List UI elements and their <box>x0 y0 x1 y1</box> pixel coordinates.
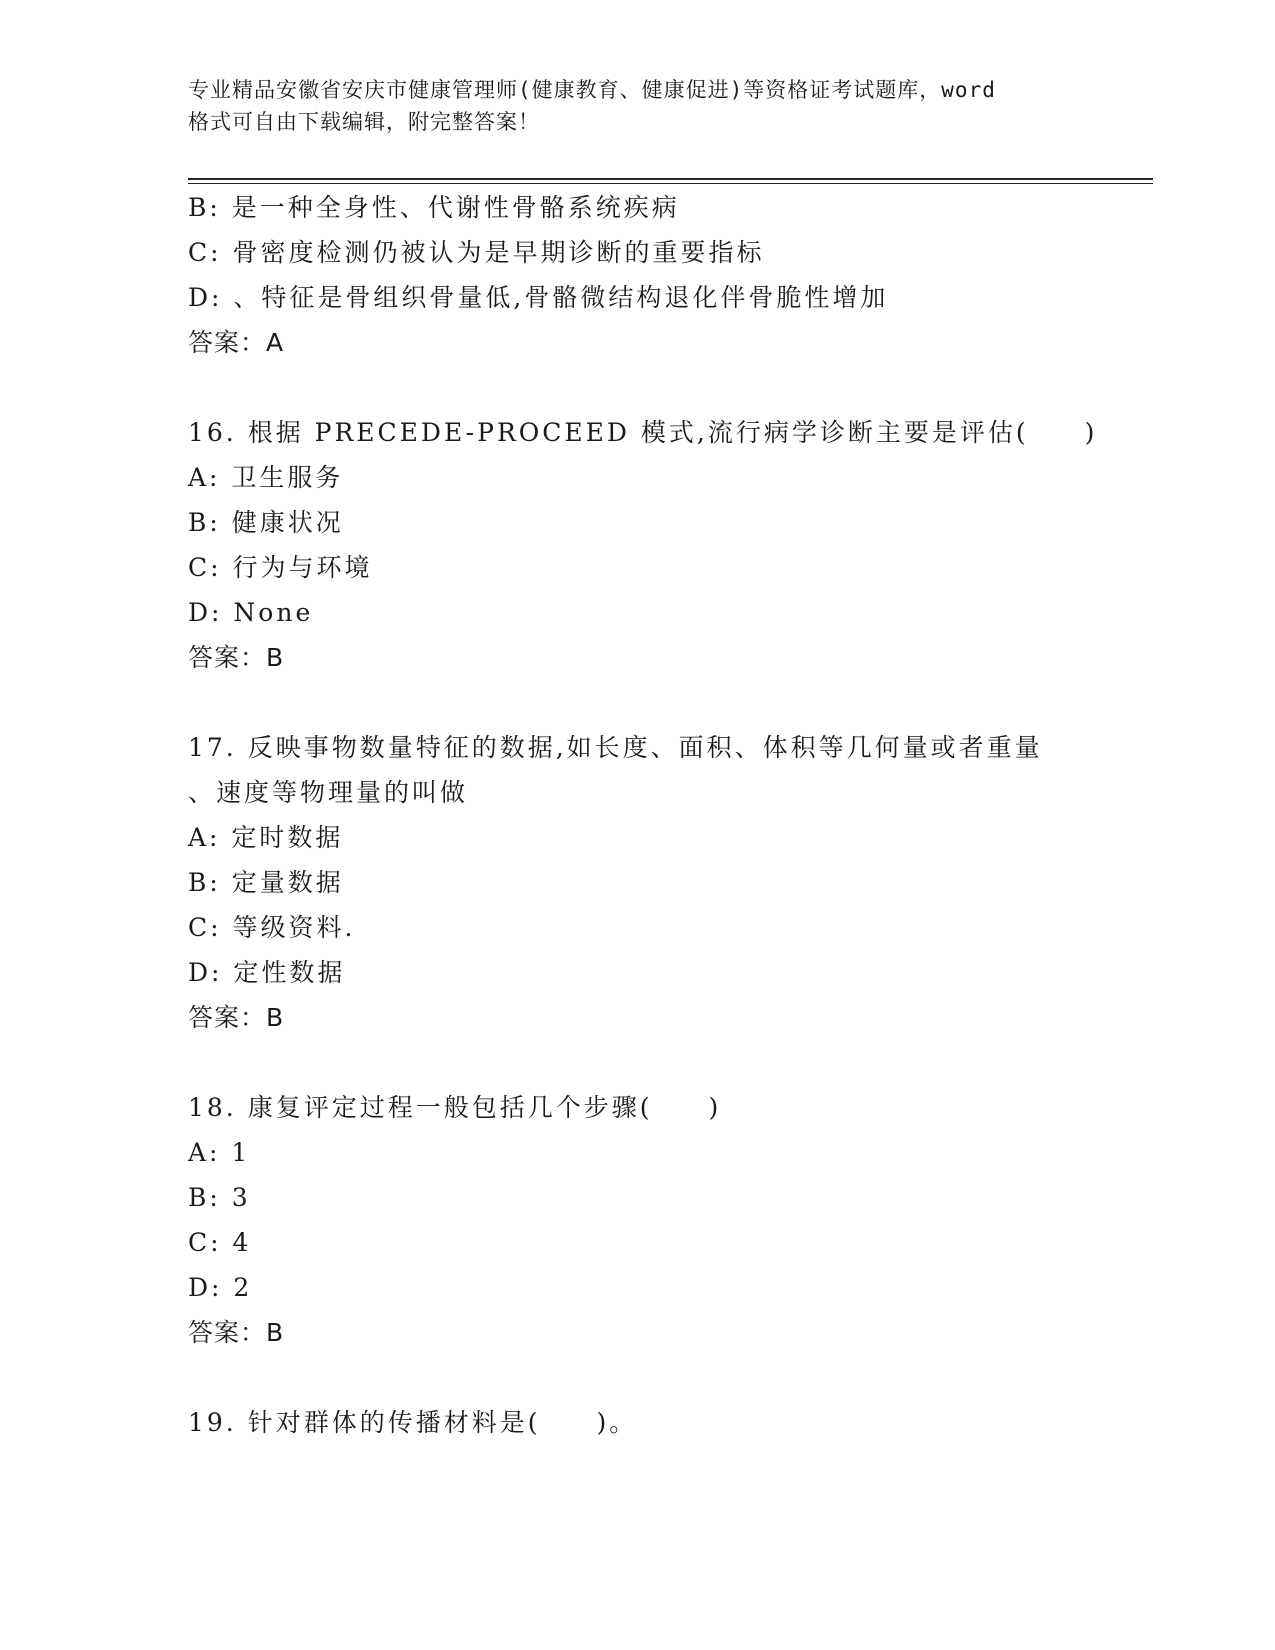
document-header <box>188 74 1088 138</box>
q18-question: 18. 康复评定过程一般包括几个步骤( ) <box>188 1093 722 1122</box>
q17-answer: 答案：B <box>188 1003 285 1032</box>
q17-question-line-2: 、速度等物理量的叫做 <box>188 778 469 807</box>
q18-option-d: D: 2 <box>188 1273 253 1302</box>
q15-option-d: D: 、特征是骨组织骨量低,骨骼微结构退化伴骨脆性增加 <box>188 283 889 312</box>
q18-option-a: A: 1 <box>188 1138 251 1167</box>
q19-question: 19. 针对群体的传播材料是( )。 <box>188 1408 638 1437</box>
q15-option-c: C: 骨密度检测仍被认为是早期诊断的重要指标 <box>188 238 765 267</box>
header-line-1: 专业精品安徽省安庆市健康管理师(健康教育、健康促进)等资格证考试题库，word <box>188 78 996 102</box>
q17-option-a: A: 定时数据 <box>188 823 344 852</box>
q16-option-a: A: 卫生服务 <box>188 463 344 492</box>
q17-option-c: C: 等级资料. <box>188 913 356 942</box>
q17-option-d: D: 定性数据 <box>188 958 346 987</box>
q16-option-c: C: 行为与环境 <box>188 553 373 582</box>
header-divider-thin <box>188 183 1153 184</box>
q17-question-line-1: 17. 反映事物数量特征的数据,如长度、面积、体积等几何量或者重量 <box>188 733 1043 762</box>
header-divider-thick <box>188 178 1153 180</box>
q18-answer: 答案：B <box>188 1318 285 1347</box>
q17-option-b: B: 定量数据 <box>188 868 344 897</box>
q16-question: 16. 根据 PRECEDE-PROCEED 模式,流行病学诊断主要是评估( ) <box>188 418 1098 447</box>
q16-option-d: D: None <box>188 598 314 627</box>
header-line-2: 格式可自由下载编辑，附完整答案！ <box>188 110 540 134</box>
q16-answer: 答案：B <box>188 643 285 672</box>
q15-option-b: B: 是一种全身性、代谢性骨骼系统疾病 <box>188 193 680 222</box>
q18-option-c: C: 4 <box>188 1228 252 1257</box>
q18-option-b: B: 3 <box>188 1183 251 1212</box>
q15-answer: 答案：A <box>188 328 285 357</box>
q16-option-b: B: 健康状况 <box>188 508 344 537</box>
